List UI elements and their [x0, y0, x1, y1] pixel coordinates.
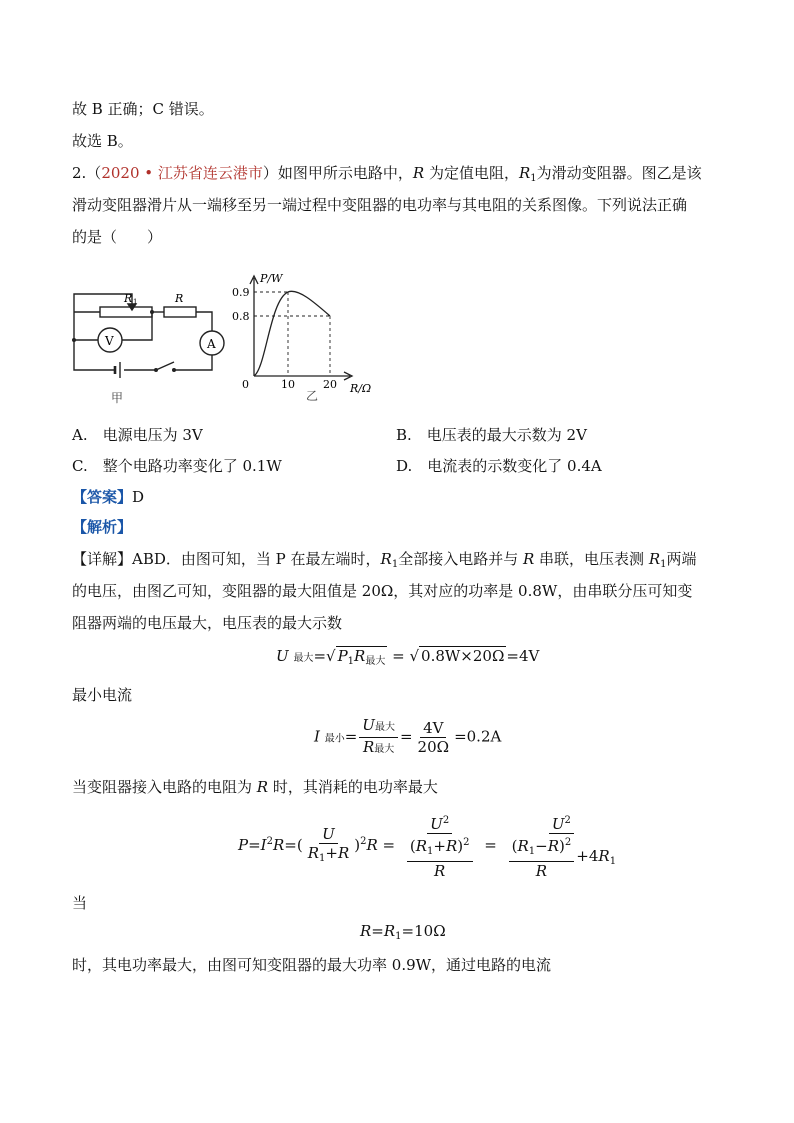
answer-value: D — [132, 488, 145, 506]
detail-line: 当变阻器接入电路的电阻为 R 时，其消耗的电功率最大 — [72, 778, 438, 796]
text-line: 滑动变阻器滑片从一端移至另一端过程中变阻器的电功率与其电阻的关系图像。下列说法正确 — [72, 196, 688, 214]
text-line: 时，其电功率最大，由图可知变阻器的最大功率 0.9W，通过电路的电流 — [72, 956, 552, 974]
formula-max-power: $P=I^2R=$( $\frac{U}{R_1+R}$ )$^2$R = $\frac{U^2}{\frac{(R_1+R)^2}{R}}$ = $U^2$ $\frac{(R_1-R)^2}{R}$ $+4R_1$ — [238, 812, 621, 880]
text-line: 当 — [72, 894, 88, 912]
x-tick: 0 — [242, 378, 249, 391]
text-line: 阻器两端的电压最大，电压表的最大示数 — [72, 614, 343, 632]
ammeter-label: A — [207, 337, 216, 351]
formula-r-equals: $R=R_1=10\Omega$ — [360, 922, 446, 942]
x-tick: 10 — [281, 378, 295, 391]
detail-text: 当变阻器接入电路的电阻为 — [72, 778, 257, 796]
detail-line: 【详解】ABD．由图可知，当 P 在最左端时，$R_1$全部接入电路并与 R 串联，电压表测 $R_1$两端 — [72, 550, 697, 570]
question-number: 2.（ — [72, 164, 102, 182]
formula-max-voltage: U 最大=√ $P_1R_{最大}$ = √ 0.8W×20Ω =4V — [276, 647, 540, 667]
option-b: B. 电压表的最大示数为 2V — [396, 426, 587, 444]
stem-text: 为定值电阻， — [424, 164, 519, 182]
stem-text: ）如图甲所示电路中， — [262, 164, 413, 182]
y-tick: 0.9 — [232, 286, 250, 299]
question-stem: 2.（2020 • 江苏省连云港市）如图甲所示电路中，R 为定值电阻，$R_1$为滑动变阻器。图乙是该 — [72, 164, 702, 184]
stem-var: R — [518, 164, 531, 182]
y-axis-label: P/W — [260, 272, 283, 285]
voltmeter-label: V — [105, 334, 114, 348]
x-axis-label: R/Ω — [350, 382, 372, 395]
graph-caption: 乙 — [306, 389, 319, 403]
text-line: 的是（ ） — [72, 228, 163, 246]
stem-var: R — [412, 164, 425, 182]
detail-text: 时，其消耗的电功率最大 — [268, 778, 438, 796]
text-line: 的电压，由图乙可知，变阻器的最大阻值是 20Ω，其对应的功率是 0.8W，由串联分压可知变 — [72, 582, 693, 600]
stem-text: 为滑动变阻器。图乙是该 — [536, 164, 702, 182]
analysis-line — [72, 516, 132, 538]
r-label: R — [175, 292, 184, 305]
text-line: 故选 B。 — [72, 132, 133, 150]
detail-tag: 【详解】 — [72, 550, 133, 568]
option-a: A. 电源电压为 3V — [72, 426, 203, 444]
svg-text:1: 1 — [133, 298, 138, 306]
detail-text: 两端 — [666, 550, 697, 568]
answer-line — [72, 486, 144, 508]
y-tick: 0.8 — [232, 310, 250, 323]
formula-min-current: I 最小= $\frac{\text{U最大}}{\text{R最大}}$ = $\frac{4V}{20\Omega}$ =0.2A — [314, 716, 502, 756]
answer-tag: 【答案】 — [72, 488, 133, 506]
detail-text: 串联，电压表测 — [534, 550, 649, 568]
analysis-tag: 【解析】 — [72, 518, 133, 536]
text-line: 最小电流 — [72, 686, 133, 704]
option-c: C. 整个电路功率变化了 0.1W — [72, 457, 282, 475]
power-resistance-graph — [226, 268, 386, 404]
option-d: D. 电流表的示数变化了 0.4A — [396, 457, 602, 475]
circuit-caption: 甲 — [111, 391, 124, 405]
detail-text: 全部接入电路并与 — [398, 550, 523, 568]
circuit-diagram — [66, 280, 236, 410]
question-source: 2020 • 江苏省连云港市 — [101, 164, 263, 182]
x-tick: 20 — [323, 378, 337, 391]
detail-text: ABD．由图可知，当 P 在最左端时， — [132, 550, 381, 568]
r1-label: R — [124, 292, 133, 305]
text-line: 故 B 正确；C 错误。 — [72, 100, 214, 118]
